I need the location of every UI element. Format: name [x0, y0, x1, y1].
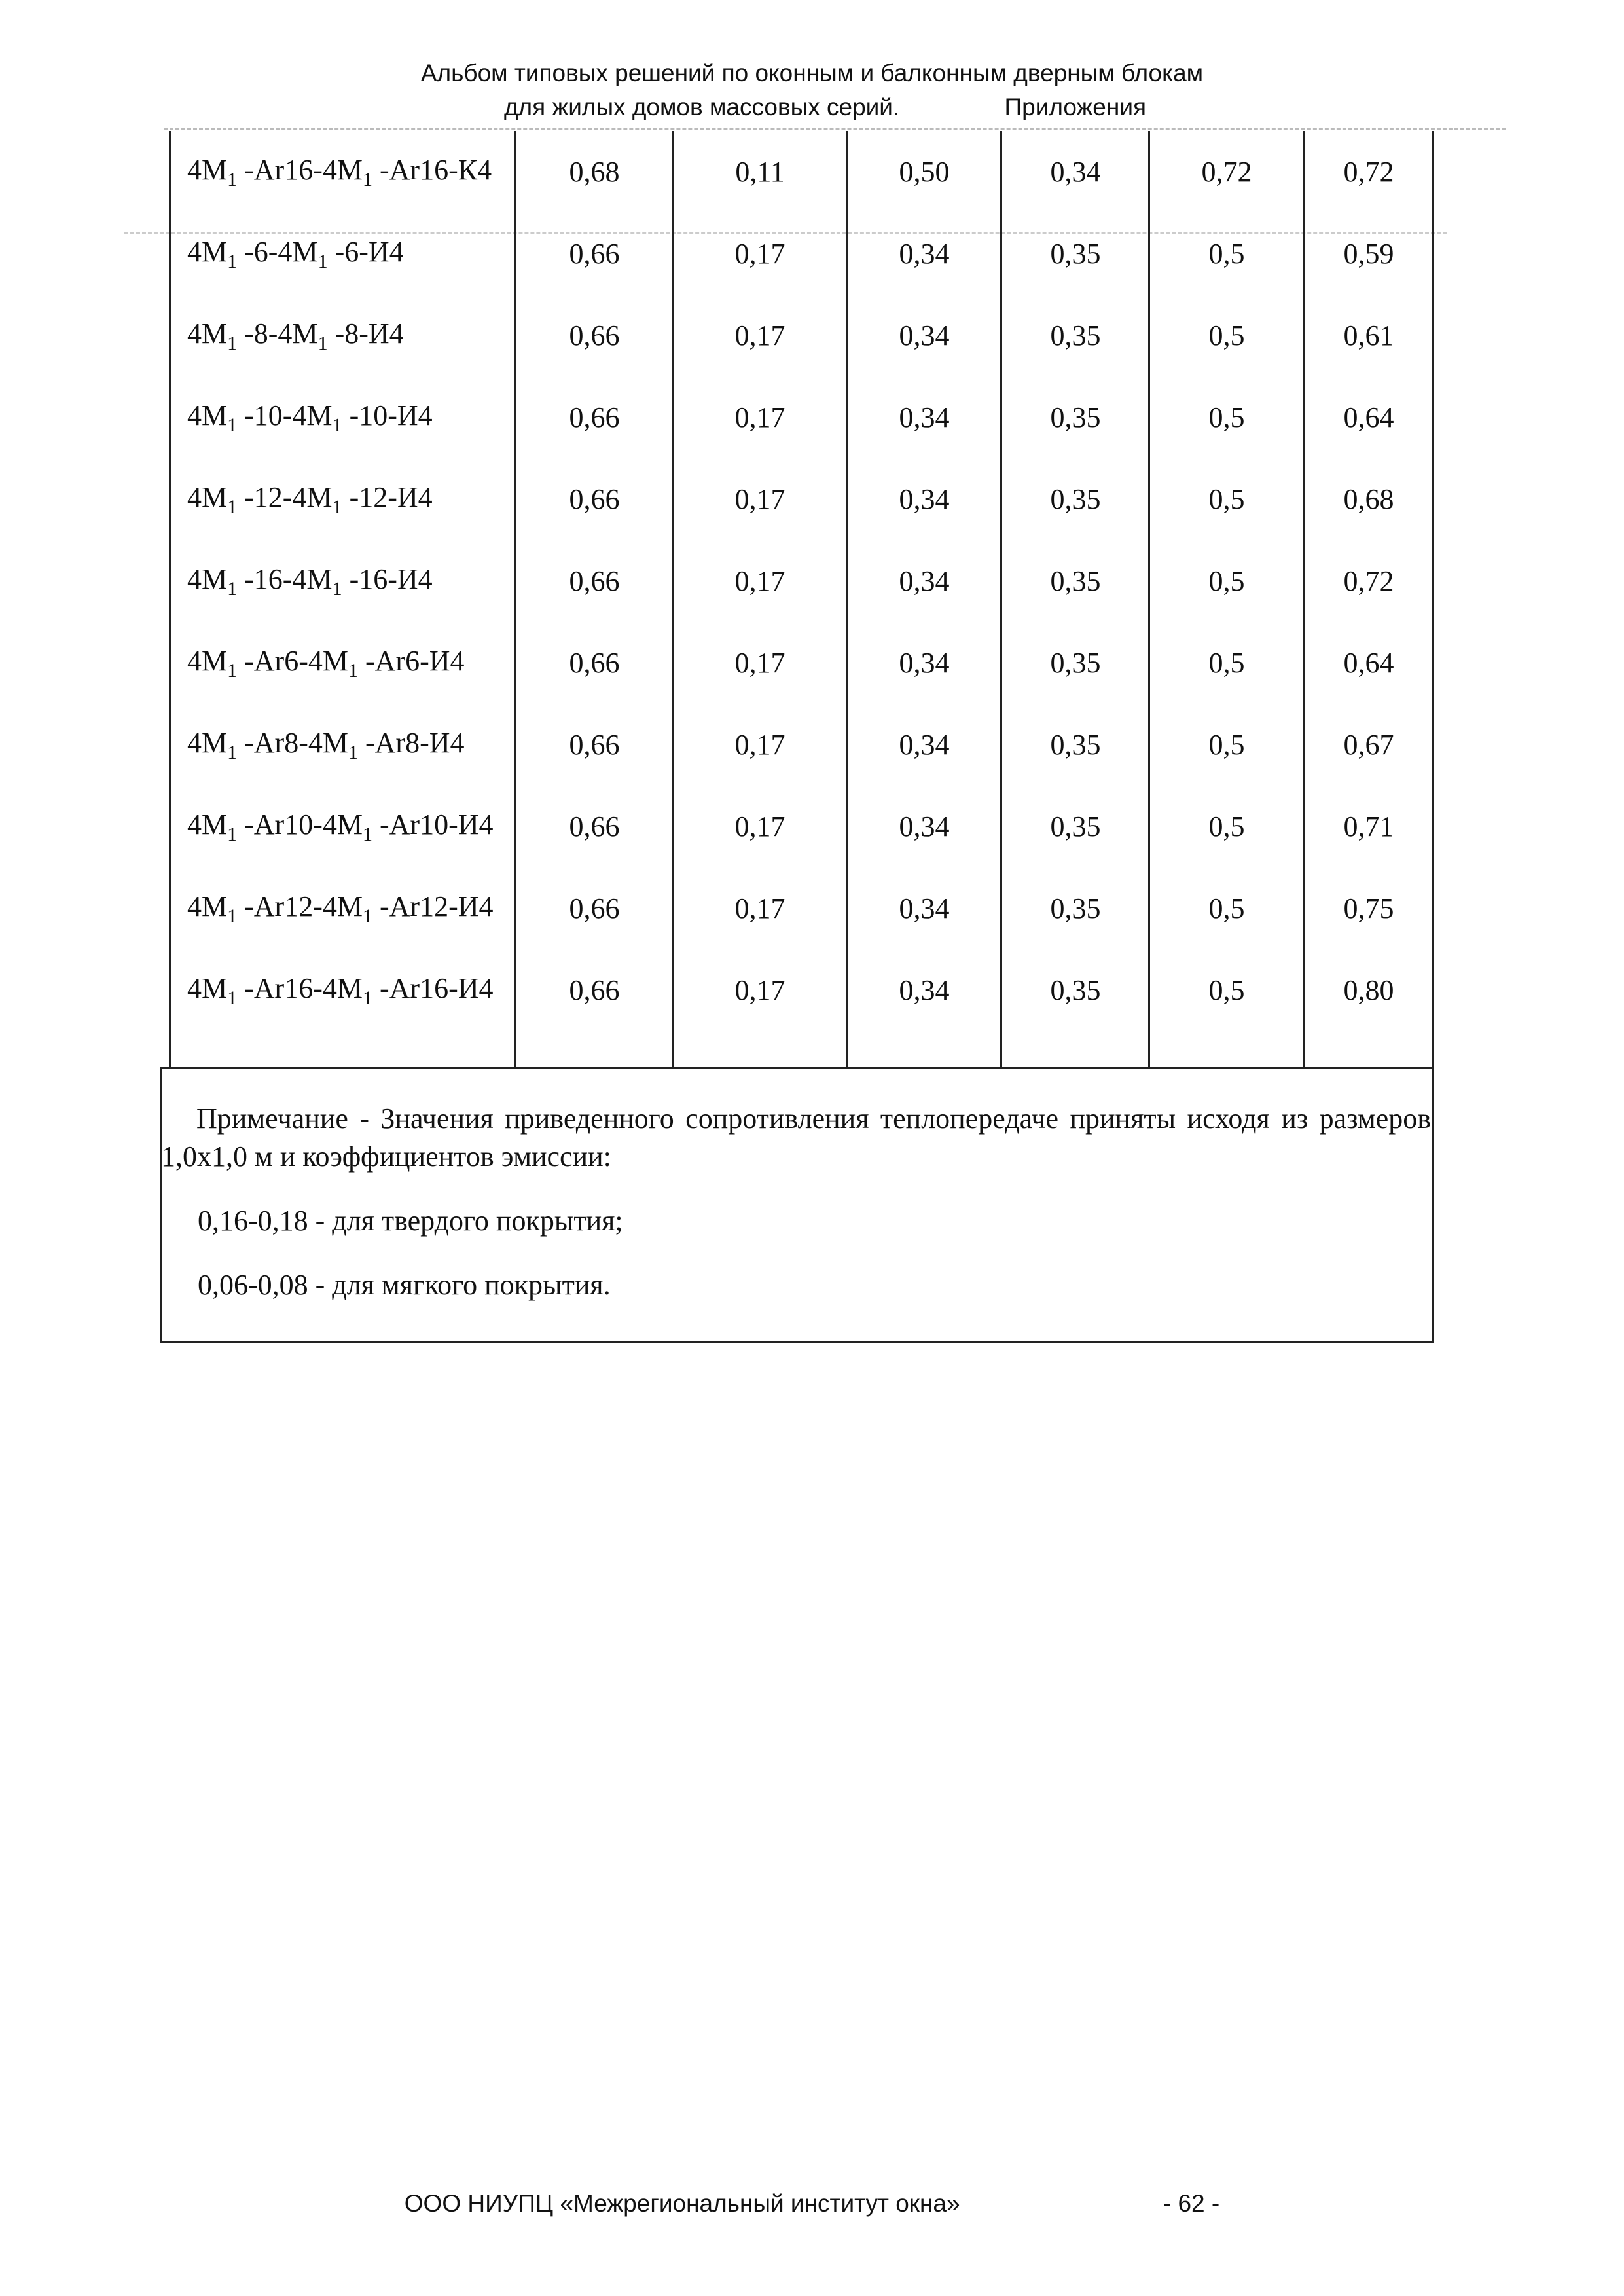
value-cell: 0,17: [734, 238, 785, 270]
formula-subscript: 1: [227, 168, 238, 191]
formula-part: -Ar8-4M: [237, 726, 348, 759]
value-cell: 0,35: [1050, 974, 1101, 1006]
formula-part: 4M: [187, 562, 228, 595]
value-cell: 0,35: [1050, 565, 1101, 597]
value-cell: 0,64: [1343, 647, 1394, 679]
value-cell: 0,68: [1343, 483, 1394, 515]
value-cell: 0,17: [734, 565, 785, 597]
formula-subscript: 1: [227, 741, 238, 763]
formula-subscript: 1: [227, 823, 238, 845]
value-cell: 0,5: [1208, 811, 1245, 843]
value-cell: 0,5: [1208, 565, 1245, 597]
formula-subscript: 1: [227, 496, 238, 518]
value-cell: 0,71: [1343, 811, 1394, 843]
formula-subscript: 1: [362, 987, 372, 1009]
value-cell: 0,35: [1050, 811, 1101, 843]
formula-part: 4M: [187, 481, 228, 513]
value-cell: 0,67: [1343, 729, 1394, 761]
formula-subscript: 1: [362, 905, 372, 927]
series-subtitle: для жилых домов массовых серий.: [503, 94, 900, 120]
value-cell: 0,34: [899, 401, 950, 433]
value-cell: 0,66: [569, 401, 620, 433]
formula-subscript: 1: [317, 250, 328, 272]
formula-part: -Ar6-И4: [357, 644, 465, 677]
formula-subscript: 1: [348, 659, 358, 682]
formula-part: -Ar8-И4: [357, 726, 465, 759]
formula-part: -10-И4: [342, 399, 433, 431]
formula-part: 4M: [187, 153, 228, 186]
value-cell: 0,80: [1343, 974, 1394, 1006]
value-cell: 0,66: [569, 238, 620, 270]
glazing-formula-cell: [170, 295, 516, 376]
value-cell: 0,11: [735, 156, 785, 188]
formula-part: -Ar12-4M: [237, 890, 363, 922]
formula-part: -Ar12-И4: [372, 890, 494, 922]
value-cell: 0,75: [1343, 892, 1394, 924]
formula-part: 4M: [187, 808, 228, 841]
value-cell: 0,61: [1343, 319, 1394, 352]
formula-part: -16-И4: [342, 562, 433, 595]
value-cell: 0,66: [569, 974, 620, 1006]
value-cell: 0,5: [1208, 319, 1245, 352]
note-item-soft-coating: 0,06-0,08 - для мягкого покрытия.: [198, 1269, 611, 1301]
glazing-formula-cell: [170, 376, 516, 458]
value-cell: 0,66: [569, 647, 620, 679]
glazing-formula-cell: [170, 540, 516, 622]
value-cell: 0,34: [899, 565, 950, 597]
table-row: [170, 376, 1434, 458]
table-row: [170, 704, 1434, 786]
value-cell: 0,17: [734, 647, 785, 679]
value-cell: 0,35: [1050, 401, 1101, 433]
formula-subscript: 1: [227, 414, 238, 436]
formula-part: -8-И4: [327, 317, 404, 350]
glazing-formula-cell: [170, 786, 516, 867]
value-cell: 0,17: [734, 811, 785, 843]
table-row: [170, 295, 1434, 376]
formula-part: -16-4M: [237, 562, 333, 595]
value-cell: 0,5: [1208, 892, 1245, 924]
formula-part: 4M: [187, 972, 228, 1004]
value-cell: 0,17: [734, 483, 785, 515]
glazing-formula-cell: [170, 704, 516, 786]
table-row: [170, 458, 1434, 540]
value-cell: 0,64: [1343, 401, 1394, 433]
value-cell: 0,34: [899, 892, 950, 924]
value-cell: 0,5: [1208, 483, 1245, 515]
formula-subscript: 1: [332, 496, 342, 518]
value-cell: 0,34: [1050, 156, 1101, 188]
table-row: [170, 622, 1434, 704]
value-cell: 0,35: [1050, 319, 1101, 352]
note-text: Примечание - Значения приведенного сопротивления теплопередаче приняты исходя из размеров 1,0х1,0 м и коэффициентов эмиссии:: [161, 1102, 1431, 1173]
formula-part: 4M: [187, 317, 228, 350]
formula-subscript: 1: [227, 905, 238, 927]
formula-part: -Ar16-4M: [237, 972, 363, 1004]
value-cell: 0,34: [899, 319, 950, 352]
glazing-formula-cell: [170, 213, 516, 295]
page-footer: [0, 2190, 1624, 2217]
value-cell: 0,66: [569, 483, 620, 515]
footer-organization: ООО НИУПЦ «Межрегиональный институт окна»: [404, 2190, 960, 2217]
formula-subscript: 1: [362, 823, 372, 845]
formula-part: -Ar6-4M: [237, 644, 348, 677]
formula-part: -6-И4: [327, 235, 404, 268]
value-cell: 0,5: [1208, 974, 1245, 1006]
value-cell: 0,66: [569, 319, 620, 352]
value-cell: 0,34: [899, 729, 950, 761]
value-cell: 0,35: [1050, 729, 1101, 761]
value-cell: 0,66: [569, 565, 620, 597]
formula-subscript: 1: [227, 250, 238, 272]
formula-part: 4M: [187, 644, 228, 677]
formula-subscript: 1: [227, 659, 238, 682]
formula-part: -10-4M: [237, 399, 333, 431]
value-cell: 0,50: [899, 156, 950, 188]
formula-part: -Ar16-К4: [372, 153, 492, 186]
value-cell: 0,72: [1343, 565, 1394, 597]
table-note: [161, 1100, 1431, 1304]
table-row: [170, 786, 1434, 867]
note-item-hard-coating: 0,16-0,18 - для твердого покрытия;: [198, 1205, 623, 1237]
value-cell: 0,17: [734, 319, 785, 352]
value-cell: 0,17: [734, 974, 785, 1006]
value-cell: 0,5: [1208, 647, 1245, 679]
value-cell: 0,17: [734, 729, 785, 761]
thermal-values-table: [170, 131, 1434, 1031]
value-cell: 0,17: [734, 401, 785, 433]
value-cell: 0,66: [569, 811, 620, 843]
table-row: [170, 949, 1434, 1031]
formula-subscript: 1: [317, 332, 328, 354]
formula-part: 4M: [187, 890, 228, 922]
value-cell: 0,68: [569, 156, 620, 188]
value-cell: 0,5: [1208, 238, 1245, 270]
value-cell: 0,66: [569, 892, 620, 924]
formula-part: -Ar16-И4: [372, 972, 494, 1004]
glazing-formula-cell: [170, 622, 516, 704]
value-cell: 0,5: [1208, 401, 1245, 433]
note-bottom-border: [160, 1341, 1434, 1343]
formula-subscript: 1: [227, 987, 238, 1009]
formula-subscript: 1: [332, 414, 342, 436]
page-number: - 62 -: [1163, 2190, 1220, 2217]
value-cell: 0,35: [1050, 238, 1101, 270]
formula-part: -8-4M: [237, 317, 318, 350]
value-cell: 0,35: [1050, 483, 1101, 515]
value-cell: 0,34: [899, 483, 950, 515]
value-cell: 0,35: [1050, 892, 1101, 924]
glazing-formula-cell: [170, 867, 516, 949]
formula-part: -Ar10-4M: [237, 808, 363, 841]
formula-part: -Ar10-И4: [372, 808, 494, 841]
glazing-formula-cell: [170, 458, 516, 540]
value-cell: 0,34: [899, 974, 950, 1006]
table-bottom-border: [161, 1067, 1434, 1069]
formula-subscript: 1: [348, 741, 358, 763]
value-cell: 0,5: [1208, 729, 1245, 761]
document-header-line2: [0, 93, 1624, 122]
table-row: [170, 213, 1434, 295]
value-cell: 0,72: [1201, 156, 1252, 188]
value-cell: 0,34: [899, 647, 950, 679]
header-divider: [164, 128, 1506, 130]
formula-part: -6-4M: [237, 235, 318, 268]
formula-subscript: 1: [362, 168, 372, 191]
value-cell: 0,66: [569, 729, 620, 761]
formula-part: 4M: [187, 726, 228, 759]
table-row: [170, 867, 1434, 949]
value-cell: 0,35: [1050, 647, 1101, 679]
glazing-formula-cell: [170, 949, 516, 1031]
document-header-line1: [0, 59, 1624, 88]
formula-subscript: 1: [227, 577, 238, 600]
formula-subscript: 1: [227, 332, 238, 354]
album-title: Альбом типовых решений по оконным и балконным дверным блокам: [420, 60, 1204, 86]
value-cell: 0,72: [1343, 156, 1394, 188]
formula-part: 4M: [187, 235, 228, 268]
value-cell: 0,34: [899, 811, 950, 843]
value-cell: 0,59: [1343, 238, 1394, 270]
formula-part: 4M: [187, 399, 228, 431]
formula-subscript: 1: [332, 577, 342, 600]
value-cell: 0,34: [899, 238, 950, 270]
formula-part: -12-4M: [237, 481, 333, 513]
table-row: [170, 540, 1434, 622]
table-row: [170, 131, 1434, 213]
formula-part: -Ar16-4M: [237, 153, 363, 186]
glazing-formula-cell: [170, 131, 516, 213]
value-cell: 0,17: [734, 892, 785, 924]
formula-part: -12-И4: [342, 481, 433, 513]
appendix-label: Приложения: [1004, 94, 1147, 120]
